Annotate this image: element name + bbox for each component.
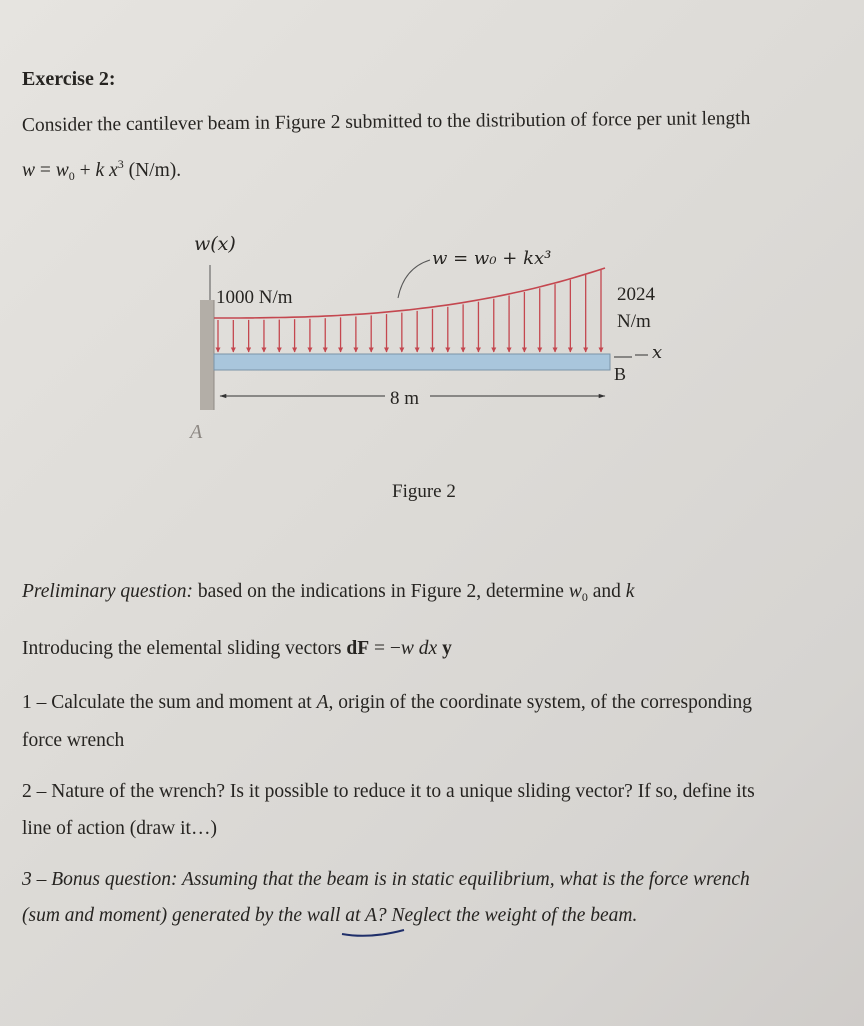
formula-w0-subscript: 0 xyxy=(68,169,75,183)
question-2-line-2: line of action (draw it…) xyxy=(22,818,217,839)
question-1-line-1 xyxy=(22,692,752,714)
intro-w: w xyxy=(400,638,414,659)
cantilever-figure xyxy=(180,230,700,450)
sliding-vector-intro xyxy=(22,638,452,660)
question-3-line-2: (sum and moment) generated by the wall at A? Neglect the weight of the beam. xyxy=(22,905,638,926)
formula-k: k xyxy=(95,160,105,181)
question-2-line-1: 2 – Nature of the wrench? Is it possible to reduce it to a unique sliding vector? If so, define its xyxy=(22,781,755,802)
axis-label-w: w(x) xyxy=(194,233,236,255)
prelim-w0: w xyxy=(568,581,582,602)
intro-df: dF xyxy=(346,638,370,659)
prelim-k: k xyxy=(625,581,635,602)
right-load-value: 2024 xyxy=(617,284,655,305)
formula-plus: + xyxy=(74,160,96,181)
preliminary-question xyxy=(22,581,634,605)
question-3-line-1: 3 – Bonus question: Assuming that the beam is in static equilibrium, what is the force wrench xyxy=(22,869,750,890)
q1-text: 1 – Calculate the sum and moment at xyxy=(22,692,317,713)
length-label: 8 m xyxy=(390,388,420,409)
prelim-and: and xyxy=(587,581,626,602)
load-equation: w = w₀ + kx³ xyxy=(432,248,552,269)
q1-text-end: , origin of the coordinate system, of the corresponding xyxy=(328,692,753,713)
load-formula xyxy=(22,157,181,184)
x-axis-label: x xyxy=(652,342,663,363)
formula-units: (N/m). xyxy=(123,160,182,181)
prelim-text: based on the indications in Figure 2, determine xyxy=(192,581,569,602)
wall xyxy=(200,300,214,410)
exercise-heading: Exercise 2: xyxy=(22,68,116,90)
formula-x: x xyxy=(109,160,118,181)
distributed-load-arrows xyxy=(218,270,601,352)
intro-eq: = − xyxy=(369,638,401,659)
formula-w0: w xyxy=(55,160,69,181)
figure-caption: Figure 2 xyxy=(392,481,456,502)
point-a-label: A xyxy=(190,421,203,443)
intro-text: Introducing the elemental sliding vectors xyxy=(22,638,347,659)
left-load-label: 1000 N/m xyxy=(216,287,293,308)
question-1-line-2: force wrench xyxy=(22,730,125,751)
intro-dx: dx xyxy=(418,638,438,659)
formula-equals: = xyxy=(35,160,56,181)
right-load-unit: N/m xyxy=(617,311,651,332)
prelim-label: Preliminary question: xyxy=(22,581,193,602)
formula-w: w xyxy=(22,160,36,181)
point-b-label: B xyxy=(614,364,627,384)
intro-paragraph: Consider the cantilever beam in Figure 2 submitted to the distribution of force per unit length xyxy=(21,108,751,136)
q1-a: A xyxy=(316,692,329,713)
formula-exponent: 3 xyxy=(117,157,124,171)
prelim-w0-subscript: 0 xyxy=(581,590,588,604)
beam xyxy=(214,354,610,370)
handwritten-underline xyxy=(340,925,408,939)
equation-leader xyxy=(398,260,430,298)
intro-y: y xyxy=(437,638,452,659)
